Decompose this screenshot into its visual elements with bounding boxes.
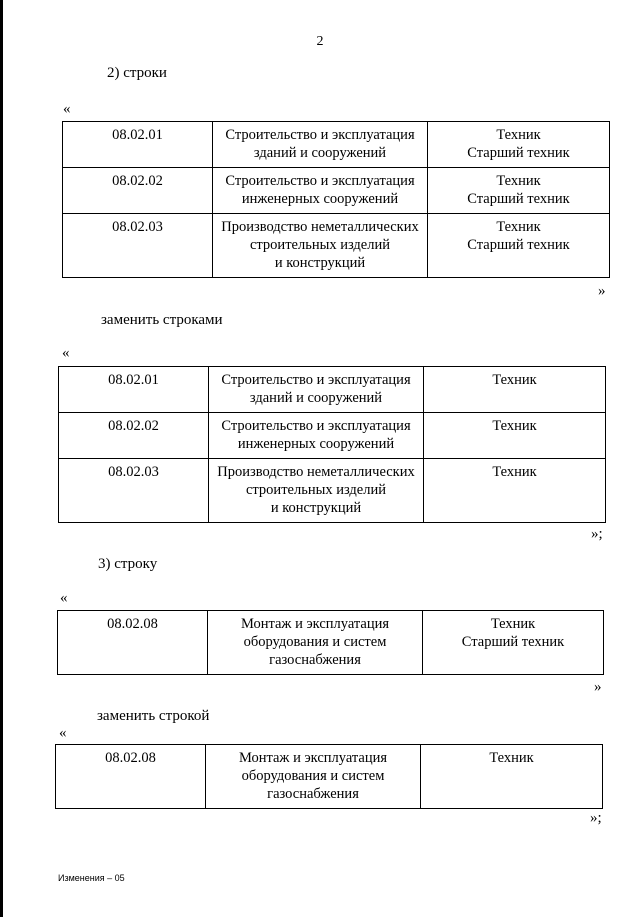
qualification-line: Техник: [496, 219, 541, 235]
open-quote: «: [60, 590, 68, 606]
qualification-cell: [424, 459, 606, 523]
specialty-name-cell: [209, 413, 424, 459]
specialty-name-cell: [213, 214, 428, 278]
table-row: [63, 168, 610, 214]
qualification-line: Техник: [492, 418, 537, 434]
specialty-name-line: и конструкций: [270, 500, 362, 516]
close-quote: »;: [590, 810, 602, 826]
specialty-name-cell: [209, 459, 424, 523]
specialty-name-line: Строительство и эксплуатация: [225, 127, 415, 143]
open-quote: «: [59, 725, 67, 741]
specialty-name-line: Монтаж и эксплуатация: [238, 750, 388, 766]
table-original-row: [57, 610, 604, 675]
table-replacement-row: [55, 744, 603, 809]
specialty-code-cell: 08.02.03: [59, 459, 209, 523]
table-original-rows: [62, 121, 610, 278]
specialty-name-line: оборудования и систем: [241, 768, 385, 784]
open-quote: «: [63, 101, 71, 117]
close-quote: »: [594, 679, 602, 695]
specialty-code-cell: 08.02.03: [63, 214, 213, 278]
specialty-name-line: Строительство и эксплуатация: [221, 418, 411, 434]
section-heading: заменить строкой: [97, 708, 210, 724]
table-row: [63, 214, 610, 278]
qualification-line: Техник: [492, 372, 537, 388]
specialty-name-cell: [213, 168, 428, 214]
specialty-code-cell: 08.02.08: [56, 745, 206, 809]
specialty-name-cell: [213, 122, 428, 168]
qualification-line: Старший техник: [467, 191, 570, 207]
specialty-name-line: Строительство и эксплуатация: [225, 173, 415, 189]
qualification-line: Техник: [492, 464, 537, 480]
qualification-line: Старший техник: [461, 634, 565, 650]
qualification-line: Старший техник: [467, 237, 570, 253]
specialty-name-line: Производство неметаллических: [221, 219, 419, 235]
specialty-name-line: Монтаж и эксплуатация: [240, 616, 390, 632]
specialty-name-line: газоснабжения: [269, 652, 361, 668]
specialty-name-line: зданий и сооружений: [253, 145, 387, 161]
qualification-cell: [424, 367, 606, 413]
table-row: [59, 459, 606, 523]
qualification-line: Старший техник: [467, 145, 570, 161]
open-quote: «: [62, 345, 70, 361]
specialty-code-cell: 08.02.01: [59, 367, 209, 413]
table-row: [58, 611, 604, 675]
table-replacement-rows: [58, 366, 606, 523]
specialty-name-line: Производство неметаллических: [217, 464, 415, 480]
specialty-name-line: инженерных сооружений: [241, 191, 399, 207]
specialty-name-line: оборудования и систем: [243, 634, 387, 650]
specialty-name-cell: [208, 611, 423, 675]
scan-edge: [0, 0, 3, 917]
qualification-line: Техник: [496, 173, 541, 189]
section-heading: 3) строку: [98, 556, 158, 572]
table-row: [63, 122, 610, 168]
footer-note: Изменения – 05: [58, 873, 125, 883]
specialty-name-line: строительных изделий: [249, 237, 390, 253]
qualification-cell: [421, 745, 603, 809]
specialty-name-line: строительных изделий: [245, 482, 386, 498]
qualification-cell: [424, 413, 606, 459]
specialty-code-cell: 08.02.02: [63, 168, 213, 214]
qualification-cell: [428, 168, 610, 214]
section-heading: 2) строки: [107, 65, 167, 81]
close-quote: »;: [591, 526, 603, 542]
specialty-code-cell: 08.02.02: [59, 413, 209, 459]
qualification-cell: [428, 214, 610, 278]
specialty-name-line: газоснабжения: [267, 786, 359, 802]
specialty-name-cell: [206, 745, 421, 809]
qualification-line: Техник: [490, 616, 536, 632]
table-row: [56, 745, 603, 809]
specialty-name-line: зданий и сооружений: [249, 390, 383, 406]
qualification-line: Техник: [489, 750, 534, 766]
specialty-name-cell: [209, 367, 424, 413]
table-row: [59, 367, 606, 413]
page-number: 2: [316, 34, 324, 49]
qualification-cell: [423, 611, 604, 675]
specialty-code-cell: 08.02.01: [63, 122, 213, 168]
qualification-line: Техник: [496, 127, 541, 143]
qualification-cell: [428, 122, 610, 168]
table-row: [59, 413, 606, 459]
section-heading: заменить строками: [101, 312, 223, 328]
specialty-code-cell: 08.02.08: [58, 611, 208, 675]
specialty-name-line: Строительство и эксплуатация: [221, 372, 411, 388]
close-quote: »: [598, 283, 606, 299]
specialty-name-line: инженерных сооружений: [237, 436, 395, 452]
specialty-name-line: и конструкций: [274, 255, 366, 271]
